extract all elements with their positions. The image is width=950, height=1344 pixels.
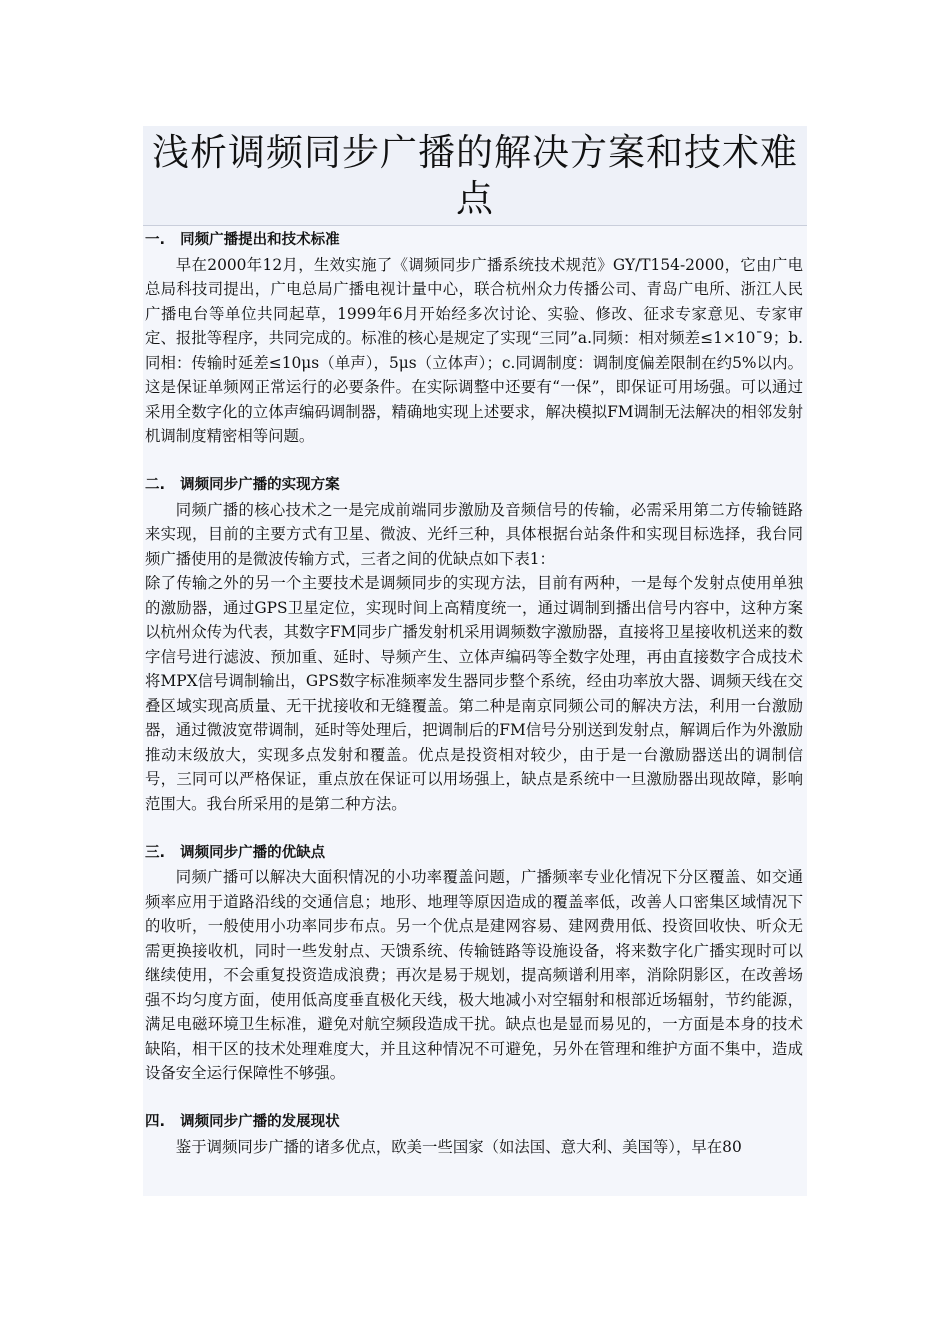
section-4 [145,1110,803,1159]
document-body [145,228,803,1159]
spacer [145,816,803,841]
section-heading: 四. 调频同步广播的发展现状 [145,1114,340,1130]
paragraph: 鉴于调频同步广播的诸多优点，欧美一些国家（如法国、意大利、美国等），早在80 [175,1137,742,1156]
section-1 [145,228,803,449]
section-heading: 二. 调频同步广播的实现方案 [145,477,340,493]
section-heading: 一. 同频广播提出和技术标准 [145,232,340,248]
section-3 [145,841,803,1086]
title-block [143,126,807,226]
paragraph: 早在2000年12月，生效实施了《调频同步广播系统技术规范》GY/T154-2000，它由广电总局科技司提出，广电总局广播电视计量中心，联合杭州众力传播公司、青岛广电所、浙江人民广播电台等单位共同起草，1999年6月开始经多次讨论、实验、修改、征求专家意见、专家审定、报批等程序，共同完成的。标准的核心是规定了实现“三同”a.同频：相对频差≤1×10ˉ9；b.同相：传输时延差≤10μs（单声），5μs（立体声）；c.同调制度：调制度偏差限制在约5%以内。这是保证单频网正常运行的必要条件。在实际调整中还要有“一保”，即保证可用场强。可以通过采用全数字化的立体声编码调制器，精确地实现上述要求，解决模拟FM调制无法解决的相邻发射机调制度精密相等问题。 [145,255,803,445]
paragraph: 同频广播可以解决大面积情况的小功率覆盖问题，广播频率专业化情况下分区覆盖、如交通频率应用于道路沿线的交通信息；地形、地理等原因造成的覆盖率低，改善人口密集区域情况下的收听，一般使用小功率同步布点。另一个优点是建网容易、建网费用低、投资回收快、听众无需更换接收机，同时一些发射点、天馈系统、传输链路等设施设备，将来数字化广播实现时可以继续使用，不会重复投资造成浪费；再次是易于规划，提高频谱利用率，消除阴影区，在改善场强不均匀度方面，使用低高度垂直极化天线，极大地减小对空辐射和根部近场辐射，节约能源，满足电磁环境卫生标准，避免对航空频段造成干扰。缺点也是显而易见的，一方面是本身的技术缺陷，相干区的技术处理难度大，并且这种情况不可避免，另外在管理和维护方面不集中，造成设备安全运行保障性不够强。 [145,868,803,1082]
document-title: 浅析调频同步广播的解决方案和技术难点 [152,131,798,220]
paragraph: 除了传输之外的另一个主要技术是调频同步的实现方法，目前有两种，一是每个发射点使用单独的激励器，通过GPS卫星定位，实现时间上高精度统一，通过调制到播出信号内容中，这种方案以杭州众传为代表，其数字FM同步广播发射机采用调频数字激励器，直接将卫星接收机送来的数字信号进行滤波、预加重、延时、导频产生、立体声编码等全数字处理，再由直接数字合成技术将MPX信号调制输出，GPS数字标准频率发生器同步整个系统，经由功率放大器、调频天线在交叠区域实现高质量、无干扰接收和无缝覆盖。第二种是南京同频公司的解决方法，利用一台激励器，通过微波宽带调制，延时等处理后，把调制后的FM信号分别送到发射点，解调后作为外激励推动末级放大，实现多点发射和覆盖。优点是投资相对较少，由于是一台激励器送出的调制信号，三同可以严格保证，重点放在保证可以用场强上，缺点是系统中一旦激励器出现故障，影响范围大。我台所采用的是第二种方法。 [145,574,803,813]
spacer [145,1086,803,1111]
paragraph: 同频广播的核心技术之一是完成前端同步激励及音频信号的传输，必需采用第二方传输链路来实现，目前的主要方式有卫星、微波、光纤三种，具体根据台站条件和实现目标选择，我台同频广播使用的是微波传输方式，三者之间的优缺点如下表1： [145,500,803,568]
spacer [145,449,803,474]
section-heading: 三. 调频同步广播的优缺点 [145,844,326,861]
section-2 [145,473,803,816]
